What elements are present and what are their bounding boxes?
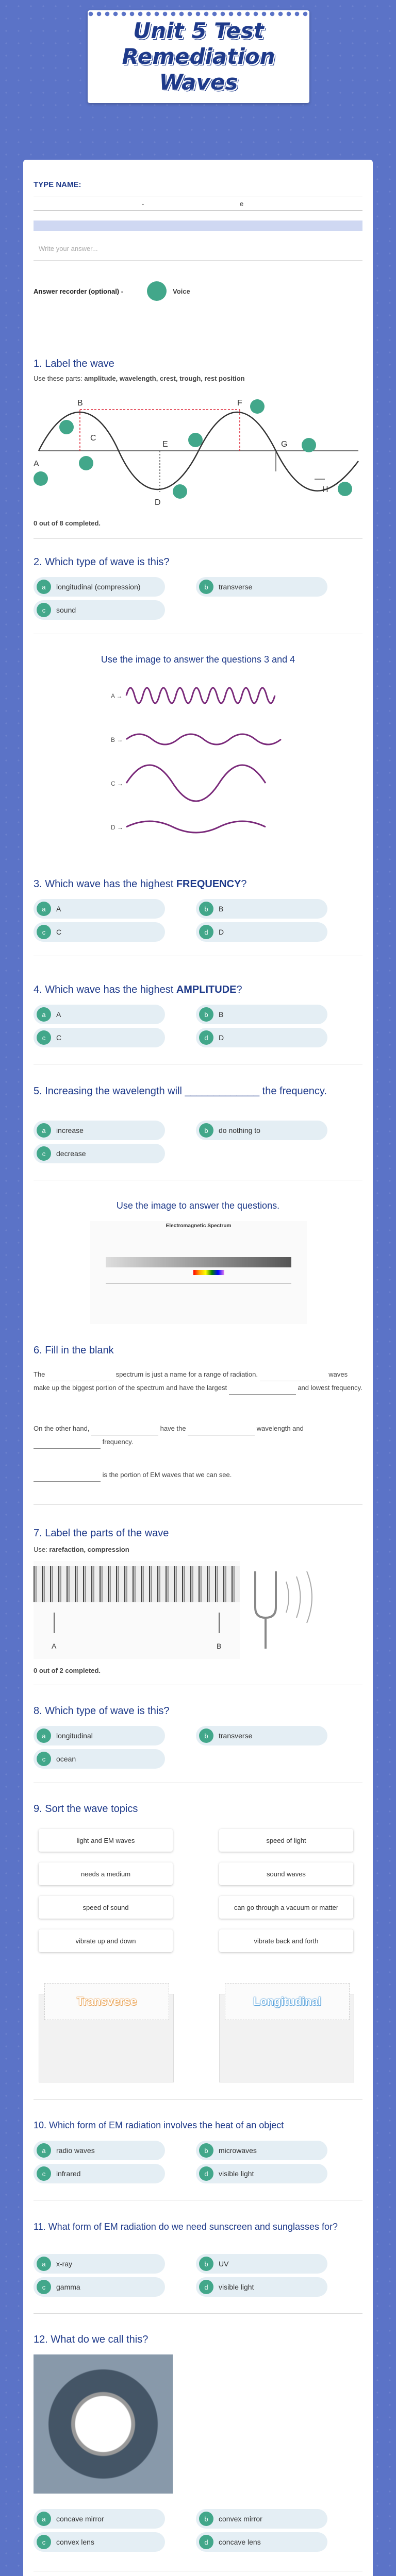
em-spectrum-gradient [106,1257,291,1267]
q1-label-c: C [90,434,96,443]
q10-option-d-text: visible light [219,2170,254,2178]
q7-longitudinal-image [34,1561,240,1659]
q5-option-a[interactable] [34,1121,165,1140]
q11-option-c-text: gamma [56,2283,80,2291]
worksheet-title [88,18,309,95]
q5-option-a-text: increase [56,1126,84,1134]
convex-mirror-photo [34,2354,173,2494]
q10-option-c-letter: c [37,2166,51,2181]
q3-option-c-letter: c [37,925,51,939]
divider-q6 [34,1504,362,1505]
q1-instructions-terms: amplitude, wavelength, crest, trough, rest position [84,375,245,382]
q8-option-a-text: longitudinal [56,1732,93,1740]
q1-dropzone-g [302,438,316,452]
q8-option-c-text: ocean [56,1755,76,1763]
q3-title-term: FREQUENCY [176,878,241,890]
sort-item-needs-medium[interactable]: needs a medium [39,1862,173,1885]
q1-label-f: F [237,399,242,408]
q3-option-c-text: C [56,928,62,936]
name-value-2[interactable]: e [240,200,244,208]
sort-item-sound-waves[interactable]: sound waves [219,1862,353,1885]
q6-p1c: waves make up the biggest portion of the spectrum and have the largest [34,1370,348,1392]
q11-title: 11. What form of EM radiation do we need sunscreen and sunglasses for? [34,2222,338,2232]
q2-title: 2. Which type of wave is this? [34,556,170,568]
q10-option-a-letter: a [37,2143,51,2158]
q5-option-b-text: do nothing to [219,1126,260,1134]
q7-score [34,1667,101,1674]
divider-q9 [34,2099,362,2100]
name-label: TYPE NAME: [34,180,81,189]
q12-option-b[interactable] [196,2509,327,2529]
q4-option-b-text: B [219,1010,224,1019]
q6-p2c: wavelength and [256,1425,304,1432]
q1-dropzone-d [173,484,187,499]
q12-option-d[interactable] [196,2532,327,2552]
q5-option-c-text: decrease [56,1149,86,1158]
q3-option-b-text: B [219,905,224,913]
q2-option-b-text: transverse [219,583,253,591]
q1-label-d: D [155,498,161,507]
q5-option-a-letter: a [37,1123,51,1138]
q1-instructions [34,375,245,382]
q6-blank-3[interactable] [229,1387,296,1395]
q7-instructions-prefix: Use: [34,1546,50,1553]
name-value[interactable]: - [142,200,144,208]
q12-option-b-letter: b [199,2512,213,2526]
tuning-fork-image [245,1561,358,1659]
q6-blank-1[interactable] [47,1374,114,1381]
q10-option-b[interactable] [196,2141,327,2160]
q6-paragraph-1 [34,1368,364,1395]
q2-option-c-text: sound [56,606,76,614]
em-spectrum-image [90,1221,307,1324]
sort-item-vibrate-up-down[interactable]: vibrate up and down [39,1929,173,1952]
q6-title: 6. Fill in the blank [34,1345,114,1356]
q1-label-g: G [281,440,288,449]
wave-d [126,821,266,833]
q1-dropzone-h [338,482,352,496]
q12-option-d-text: concave lens [219,2538,261,2546]
worksheet-sheet [23,160,373,2576]
q6-paragraph-3 [34,1468,364,1482]
q6-paragraph-2 [34,1422,364,1449]
q1-label-h: H [322,485,328,494]
q3-option-a-letter: a [37,902,51,916]
q6-p1d: and lowest frequency. [298,1384,362,1392]
q8-option-b-text: transverse [219,1732,253,1740]
q3-title-suffix: ? [241,878,247,890]
name-band [34,221,362,231]
q8-option-c[interactable] [34,1749,165,1769]
q11-option-a-letter: a [37,2257,51,2271]
q10-option-a-text: radio waves [56,2146,95,2155]
q3-option-a-text: A [56,905,61,913]
q4-option-c-letter: c [37,1030,51,1045]
q6-p1b: spectrum is just a name for a range of radiation. [116,1370,258,1378]
q5-option-c-letter: c [37,1146,51,1161]
wave-a [126,688,275,703]
q12-option-a-letter: a [37,2512,51,2526]
q12-option-c-text: convex lens [56,2538,94,2546]
q4-option-a-letter: a [37,1007,51,1022]
q2-option-b[interactable] [196,577,327,597]
q1-dropzone-a [34,471,48,486]
q1-dropzone-e [188,433,203,447]
q5-option-b[interactable] [196,1121,327,1140]
q5-option-c[interactable] [34,1144,165,1163]
q12-option-c-letter: c [37,2535,51,2549]
q1-label-e: E [162,440,168,449]
sort-item-speed-sound[interactable]: speed of sound [39,1896,173,1919]
q6-p3: is the portion of EM waves that we can see. [102,1471,232,1479]
wave-label-a: A → [111,692,123,700]
name-line-mid [34,210,362,211]
q11-option-d[interactable] [196,2277,327,2297]
title-card [88,10,309,103]
q10-option-d[interactable] [196,2164,327,2183]
q4-title [34,984,242,996]
bin-longitudinal-label: Longitudinal [225,1983,350,2020]
q4-option-b[interactable] [196,1005,327,1024]
q3-option-d-text: D [219,928,224,936]
name-answer-input[interactable]: Write your answer... [39,245,98,252]
q2-option-c-letter: c [37,603,51,617]
q1-dropzone-b [79,456,93,470]
wave-label-b: B → [111,736,123,743]
q6-blank-2[interactable] [260,1374,327,1381]
four-waves-image [106,675,291,860]
q3-title [34,878,247,890]
q4-option-d-letter: d [199,1030,213,1045]
q1-title: 1. Label the wave [34,358,114,369]
recorder-label: Answer recorder (optional) - [34,287,124,295]
q10-title: 10. Which form of EM radiation involves the heat of an object [34,2120,284,2130]
q8-option-c-letter: c [37,1752,51,1766]
q6-p2b: have the [160,1425,186,1432]
worksheet-title-line2: Waves [159,70,238,95]
q1-wave-diagram [34,389,362,513]
q7-label-b: B [217,1642,222,1650]
q2-option-c[interactable] [34,600,165,620]
use-image-2-heading: Use the image to answer the questions. [116,1200,280,1211]
divider-q1 [34,538,362,539]
q7-instructions [34,1546,129,1553]
q1-score-text: 0 out of 8 completed. [34,519,101,527]
voice-label: Voice [173,287,190,295]
q11-option-b-text: UV [219,2260,229,2268]
sort-item-light-em[interactable]: light and EM waves [39,1829,173,1852]
q3-title-prefix: 3. Which wave has the highest [34,878,176,890]
q8-option-b[interactable] [196,1726,327,1745]
q6-p1a: The [34,1370,45,1378]
q4-option-c-text: C [56,1033,62,1042]
wave-label-c: C → [111,780,123,787]
q12-option-c[interactable] [34,2532,165,2552]
q8-title: 8. Which type of wave is this? [34,1705,170,1717]
q6-blank-4[interactable] [91,1428,158,1435]
q4-option-a[interactable] [34,1005,165,1024]
q10-option-d-letter: d [199,2166,213,2181]
q11-option-b-letter: b [199,2257,213,2271]
q3-option-a[interactable] [34,899,165,919]
q3-option-c[interactable] [34,922,165,942]
q8-option-a[interactable] [34,1726,165,1745]
q1-label-b: B [77,399,83,408]
q11-option-b[interactable] [196,2254,327,2274]
q8-option-a-letter: a [37,1728,51,1743]
q2-option-a-letter: a [37,580,51,594]
q7-label-a: A [52,1642,57,1650]
q1-dropzone-f [250,399,265,414]
q4-option-c[interactable] [34,1028,165,1047]
bin-transverse[interactable] [39,1994,174,2082]
q6-blank-5[interactable] [188,1428,255,1435]
q11-option-c-letter: c [37,2280,51,2294]
q7-title: 7. Label the parts of the wave [34,1528,169,1539]
q10-option-a[interactable] [34,2141,165,2160]
q11-option-a[interactable] [34,2254,165,2274]
q4-option-a-text: A [56,1010,61,1019]
use-image-1-heading: Use the image to answer the questions 3 and 4 [101,654,295,665]
q4-title-suffix: ? [236,984,242,995]
q4-option-d-text: D [219,1033,224,1042]
q3-option-b[interactable] [196,899,327,919]
name-input-underline [34,260,362,261]
q7-compression-bars [34,1566,240,1602]
q2-option-a-text: longitudinal (compression) [56,583,141,591]
q5-title: 5. Increasing the wavelength will _____________ the frequency. [34,1086,327,1097]
q10-option-b-text: microwaves [219,2146,257,2155]
q11-option-d-text: visible light [219,2283,254,2291]
worksheet-title-line1: Unit 5 Test Remediation [122,18,275,69]
q4-title-prefix: 4. Which wave has the highest [34,984,176,995]
q7-score-text: 0 out of 2 completed. [34,1667,101,1674]
q10-option-c[interactable] [34,2164,165,2183]
q6-p2d: frequency. [102,1438,134,1446]
visible-band [193,1270,224,1275]
q2-option-b-letter: b [199,580,213,594]
q12-option-d-letter: d [199,2535,213,2549]
q1-label-a: A [34,460,39,468]
q3-option-b-letter: b [199,902,213,916]
q5-option-b-letter: b [199,1123,213,1138]
wave-c [126,765,266,801]
q6-blank-7[interactable] [34,1474,101,1482]
q6-blank-6[interactable] [34,1441,101,1449]
q10-option-c-text: infrared [56,2170,81,2178]
q6-p2a: On the other hand, [34,1425,90,1432]
bin-longitudinal[interactable] [219,1994,354,2082]
bin-transverse-label: Transverse [44,1983,169,2020]
sort-item-speed-light[interactable]: speed of light [219,1829,353,1852]
q12-option-a[interactable] [34,2509,165,2529]
q3-option-d[interactable] [196,922,327,942]
q3-option-d-letter: d [199,925,213,939]
q11-option-c[interactable] [34,2277,165,2297]
q12-option-a-text: concave mirror [56,2515,104,2523]
q1-score [34,519,101,527]
q4-title-term: AMPLITUDE [176,984,237,995]
q11-option-a-text: x-ray [56,2260,73,2268]
q12-option-b-text: convex mirror [219,2515,262,2523]
q11-option-d-letter: d [199,2280,213,2294]
q10-option-b-letter: b [199,2143,213,2158]
q9-title: 9. Sort the wave topics [34,1803,138,1815]
q1-dropzone-c [59,420,74,434]
q4-option-d[interactable] [196,1028,327,1047]
record-button[interactable] [147,281,167,301]
q2-option-a[interactable] [34,577,165,597]
q12-title: 12. What do we call this? [34,2334,148,2345]
q8-option-b-letter: b [199,1728,213,1743]
divider-q11 [34,2313,362,2314]
wave-b [126,734,281,744]
em-spectrum-title: Electromagnetic Spectrum [166,1223,232,1229]
q1-instructions-prefix: Use these parts: [34,375,85,382]
q7-instructions-terms: rarefaction, compression [49,1546,129,1553]
q4-option-b-letter: b [199,1007,213,1022]
sort-item-vibrate-back-forth[interactable]: vibrate back and forth [219,1929,353,1952]
sort-item-vacuum-matter[interactable]: can go through a vacuum or matter [219,1896,353,1919]
wave-label-d: D → [111,824,123,831]
